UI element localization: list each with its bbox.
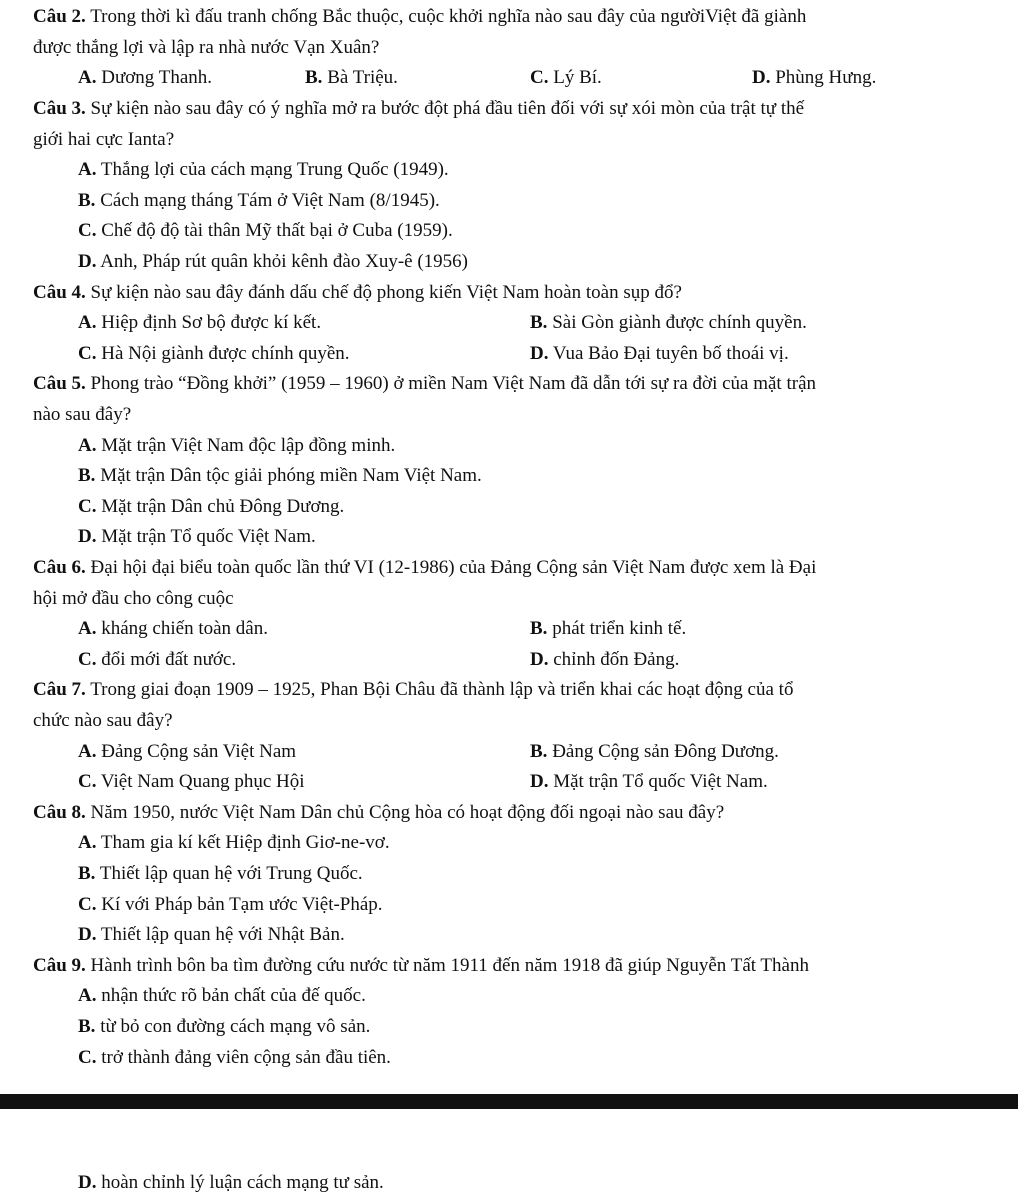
q4-option-d[interactable]: D. Vua Bảo Đại tuyên bố thoái vị. — [530, 343, 789, 364]
q3-option-b[interactable]: B. Cách mạng tháng Tám ở Việt Nam (8/1945). — [78, 190, 440, 211]
q4-option-b[interactable]: B. Sài Gòn giành được chính quyền. — [530, 312, 807, 333]
question-5-line-2: nào sau đây? — [33, 404, 132, 425]
q8-option-c[interactable]: C. Kí với Pháp bản Tạm ước Việt-Pháp. — [78, 894, 383, 915]
q7-option-b[interactable]: B. Đảng Cộng sản Đông Dương. — [530, 741, 779, 762]
q6-option-d[interactable]: D. chỉnh đốn Đảng. — [530, 649, 680, 670]
q7-option-a[interactable]: A. Đảng Cộng sản Việt Nam — [78, 741, 297, 762]
q6-option-b[interactable]: B. phát triển kinh tế. — [530, 618, 687, 639]
q8-option-b[interactable]: B. Thiết lập quan hệ với Trung Quốc. — [78, 863, 363, 884]
q7-option-c[interactable]: C. Việt Nam Quang phục Hội — [78, 771, 305, 792]
q2-option-d[interactable]: D. Phùng Hưng. — [752, 67, 877, 88]
q9-option-d[interactable]: D. hoàn chỉnh lý luận cách mạng tư sản. — [78, 1172, 384, 1193]
q7-option-d[interactable]: D. Mặt trận Tổ quốc Việt Nam. — [530, 771, 768, 792]
question-2-line-2: được thắng lợi và lập ra nhà nước Vạn Xuân? — [33, 37, 380, 58]
question-8-line-1: Câu 8. Năm 1950, nước Việt Nam Dân chủ Cộng hòa có hoạt động đối ngoại nào sau đây? — [33, 802, 725, 823]
page-divider-band — [0, 1094, 1018, 1109]
question-2-line-1: Câu 2. Trong thời kì đấu tranh chống Bắc thuộc, cuộc khởi nghĩa nào sau đây của ngườiViệt đã giành — [33, 6, 807, 27]
q9-option-a[interactable]: A. nhận thức rõ bản chất của đế quốc. — [78, 985, 366, 1006]
q8-option-d[interactable]: D. Thiết lập quan hệ với Nhật Bản. — [78, 924, 345, 945]
q9-option-b[interactable]: B. từ bỏ con đường cách mạng vô sản. — [78, 1016, 371, 1037]
q2-option-a[interactable]: A. Dương Thanh. — [78, 67, 212, 88]
q2-option-c[interactable]: C. Lý Bí. — [530, 67, 602, 88]
question-7-line-2: chức nào sau đây? — [33, 710, 173, 731]
q3-option-a[interactable]: A. Thắng lợi của cách mạng Trung Quốc (1949). — [78, 159, 449, 180]
question-5-line-1: Câu 5. Phong trào “Đồng khởi” (1959 – 1960) ở miền Nam Việt Nam đã dẫn tới sự ra đời của mặt trận — [33, 373, 816, 394]
question-7-line-1: Câu 7. Trong giai đoạn 1909 – 1925, Phan Bội Châu đã thành lập và triển khai các hoạt động của tổ — [33, 679, 794, 700]
question-3-line-1: Câu 3. Sự kiện nào sau đây có ý nghĩa mở ra bước đột phá đầu tiên đối với sự xói mòn của trật tự thế — [33, 98, 805, 119]
question-4-line-1: Câu 4. Sự kiện nào sau đây đánh dấu chế độ phong kiến Việt Nam hoàn toàn sụp đổ? — [33, 282, 682, 303]
question-3-line-2: giới hai cực Ianta? — [33, 129, 175, 150]
q4-option-c[interactable]: C. Hà Nội giành được chính quyền. — [78, 343, 350, 364]
q3-option-c[interactable]: C. Chế độ độ tài thân Mỹ thất bại ở Cuba (1959). — [78, 220, 453, 241]
q5-option-d[interactable]: D. Mặt trận Tổ quốc Việt Nam. — [78, 526, 316, 547]
q3-option-d[interactable]: D. Anh, Pháp rút quân khỏi kênh đào Xuy-ê (1956) — [78, 251, 468, 272]
question-6-line-1: Câu 6. Đại hội đại biểu toàn quốc lần thứ VI (12-1986) của Đảng Cộng sản Việt Nam được xem là Đại — [33, 557, 817, 578]
q5-option-c[interactable]: C. Mặt trận Dân chủ Đông Dương. — [78, 496, 345, 517]
q8-option-a[interactable]: A. Tham gia kí kết Hiệp định Giơ-ne-vơ. — [78, 832, 390, 853]
q5-option-b[interactable]: B. Mặt trận Dân tộc giải phóng miền Nam Việt Nam. — [78, 465, 482, 486]
question-9-line-1: Câu 9. Hành trình bôn ba tìm đường cứu nước từ năm 1911 đến năm 1918 đã giúp Nguyễn Tất Thành — [33, 955, 809, 976]
q6-option-c[interactable]: C. đổi mới đất nước. — [78, 649, 237, 670]
q9-option-c[interactable]: C. trở thành đảng viên cộng sản đầu tiên. — [78, 1047, 391, 1068]
q4-option-a[interactable]: A. Hiệp định Sơ bộ được kí kết. — [78, 312, 322, 333]
q5-option-a[interactable]: A. Mặt trận Việt Nam độc lập đồng minh. — [78, 435, 396, 456]
q6-option-a[interactable]: A. kháng chiến toàn dân. — [78, 618, 268, 639]
q2-option-b[interactable]: B. Bà Triệu. — [305, 67, 398, 88]
question-6-line-2: hội mở đầu cho công cuộc — [33, 588, 234, 609]
